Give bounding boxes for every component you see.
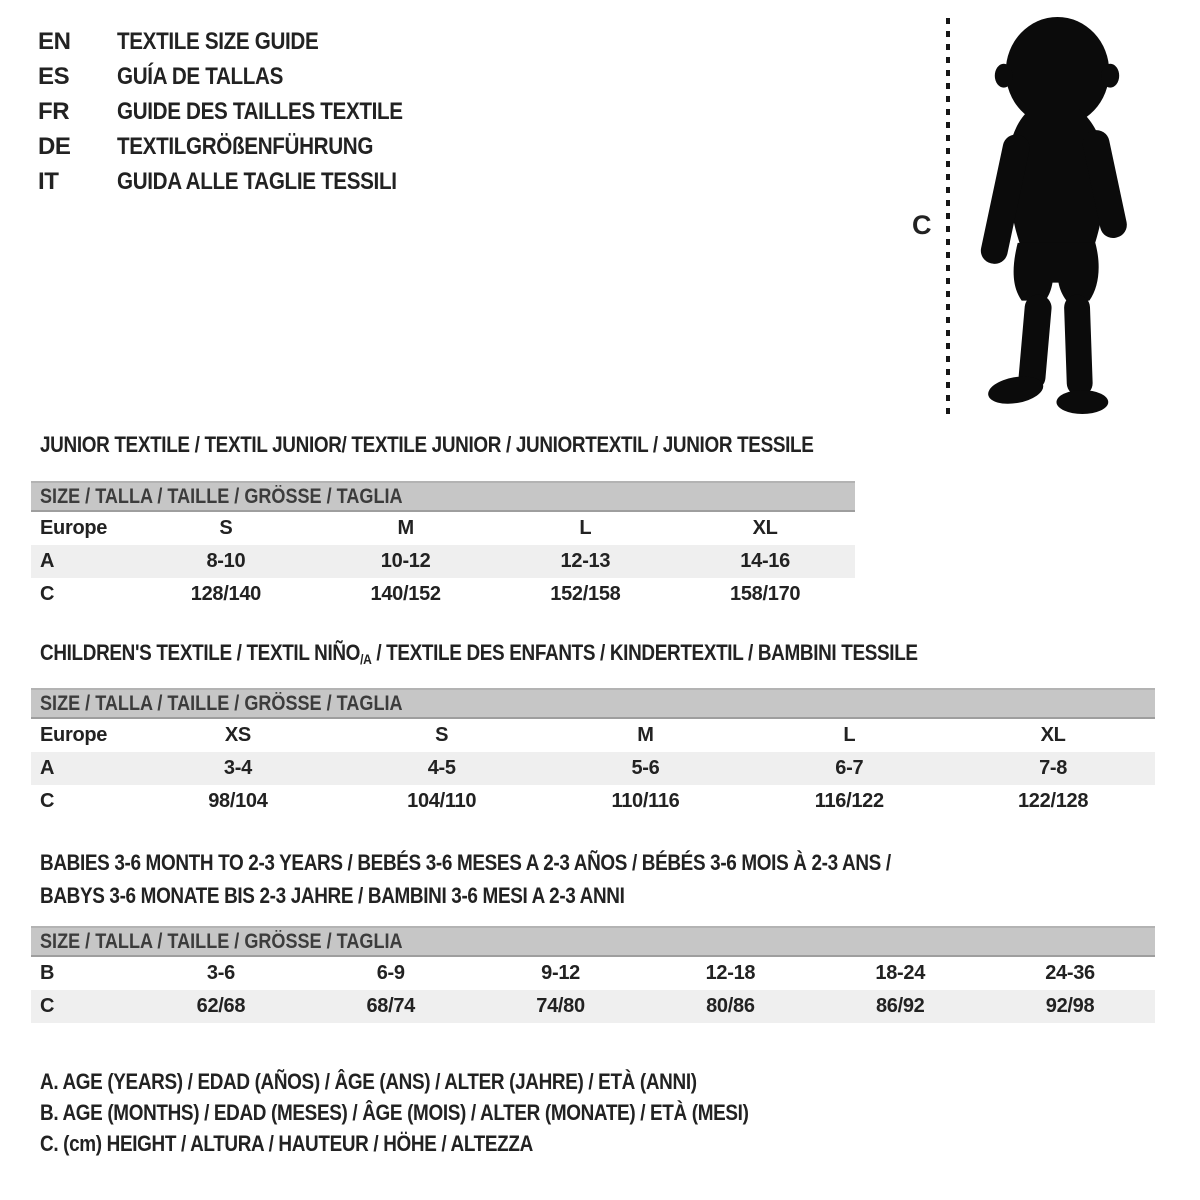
table-cell: 14-16 [740,550,790,572]
table-cell: 68/74 [366,995,416,1017]
children-size-table [31,688,1155,818]
language-label: GUÍA DE TALLAS [117,62,284,90]
row-label: Europe [40,517,108,539]
babies-title-line2: BABYS 3-6 MONATE BIS 2-3 JAHRE / BAMBINI 3-6 MESI A 2-3 ANNI [40,883,625,908]
table-row [31,957,1155,990]
junior-size-table [31,481,855,611]
table-cell: M [637,724,654,746]
language-label: GUIDA ALLE TAGLIE TESSILI [117,167,397,195]
table-cell: 86/92 [875,995,925,1017]
height-measure-label: C [912,210,932,240]
row-label: C [40,995,55,1017]
table-cell: L [579,517,592,539]
table-row [31,545,855,578]
table-cell: 140/152 [370,583,441,605]
language-label: TEXTILE SIZE GUIDE [117,27,319,55]
table-cell: 110/116 [611,790,680,812]
table-cell: 116/122 [814,790,884,812]
legend-line-a: A. AGE (YEARS) / EDAD (AÑOS) / ÂGE (ANS) / ALTER (JAHRE) / ETÀ (ANNI) [40,1069,697,1094]
babies-title-line1: BABIES 3-6 MONTH TO 2-3 YEARS / BEBÉS 3-6 MESES A 2-3 AÑOS / BÉBÉS 3-6 MOIS À 2-3 ANS / [40,850,891,875]
children-section-title-text [40,641,918,671]
table-cell: L [843,724,856,746]
table-cell: 10-12 [380,550,431,572]
table-cell: 12-13 [560,550,611,572]
height-dashed-line [946,18,950,416]
table-cell: 12-18 [705,962,756,984]
table-cell: XS [224,724,251,746]
row-label: C [40,583,55,605]
baby-figure [880,8,1190,428]
table-cell: 9-12 [541,962,580,984]
table-cell: 74/80 [536,995,585,1017]
children-title-main: CHILDREN'S TEXTILE / TEXTIL NIÑO [40,640,361,665]
size-header-bar [31,481,855,512]
language-row [38,59,449,94]
children-title-rest: / TEXTILE DES ENFANTS / KINDERTEXTIL / BAMBINI TESSILE [371,640,918,665]
table-cell: 62/68 [196,995,246,1017]
language-code: ES [38,62,70,90]
table-row [31,785,1155,818]
table-cell: 6-9 [376,962,405,984]
language-list [38,24,449,199]
language-row [38,94,449,129]
table-cell: 8-10 [206,550,246,572]
table-cell: 152/158 [550,583,621,605]
table-cell: 158/170 [730,583,801,605]
table-row [31,990,1155,1023]
size-header-label: SIZE / TALLA / TAILLE / GRÖSSE / TAGLIA [40,484,403,508]
table-cell: 4-5 [427,757,456,779]
row-label: C [40,790,55,812]
table-cell: 24-36 [1045,962,1095,984]
language-code: DE [38,132,71,160]
legend-line-b: B. AGE (MONTHS) / EDAD (MESES) / ÂGE (MOIS) / ALTER (MONATE) / ETÀ (MESI) [40,1100,749,1125]
babies-size-table [31,926,1155,1023]
children-section-title [40,641,1061,671]
table-cell: 7-8 [1039,757,1068,779]
row-label: Europe [40,724,108,746]
table-cell: S [219,517,233,539]
table-row [31,578,855,611]
language-code: FR [38,97,70,125]
table-cell: 5-6 [631,757,660,779]
language-row [38,129,449,164]
language-code: IT [38,167,59,195]
baby-silhouette-icon [966,12,1144,420]
table-cell: S [435,724,449,746]
language-label: GUIDE DES TAILLES TEXTILE [117,97,403,125]
table-cell: 98/104 [208,790,268,812]
size-header-bar [31,688,1155,719]
table-cell: 122/128 [1017,790,1089,812]
table-cell: 80/86 [706,995,755,1017]
children-title-subscript: /A [360,651,372,667]
table-cell: XL [752,517,778,539]
table-cell: 104/110 [407,790,477,812]
size-header-label: SIZE / TALLA / TAILLE / GRÖSSE / TAGLIA [40,929,403,953]
table-row [31,512,855,545]
table-row [31,752,1155,785]
table-cell: M [397,517,414,539]
table-cell: 92/98 [1045,995,1095,1017]
babies-section-title [40,846,1029,912]
table-cell: 6-7 [835,757,864,779]
table-cell: 3-4 [223,757,252,779]
language-row [38,24,449,59]
junior-section-title-text: JUNIOR TEXTILE / TEXTIL JUNIOR/ TEXTILE JUNIOR / JUNIORTEXTIL / JUNIOR TESSILE [40,432,814,457]
table-cell: XL [1040,724,1066,746]
legend-line-c: C. (cm) HEIGHT / ALTURA / HAUTEUR / HÖHE / ALTEZZA [40,1131,533,1156]
junior-section-title [40,433,939,457]
language-row [38,164,449,199]
language-label: TEXTILGRÖßENFÜHRUNG [117,132,374,160]
row-label: A [40,757,55,779]
table-cell: 128/140 [190,583,261,605]
legend [40,1066,864,1159]
row-label: A [40,550,55,572]
row-label: B [40,962,55,984]
table-cell: 18-24 [875,962,926,984]
table-cell: 3-6 [206,962,235,984]
language-code: EN [38,27,71,55]
table-row [31,719,1155,752]
size-header-bar [31,926,1155,957]
size-header-label: SIZE / TALLA / TAILLE / GRÖSSE / TAGLIA [40,691,403,715]
